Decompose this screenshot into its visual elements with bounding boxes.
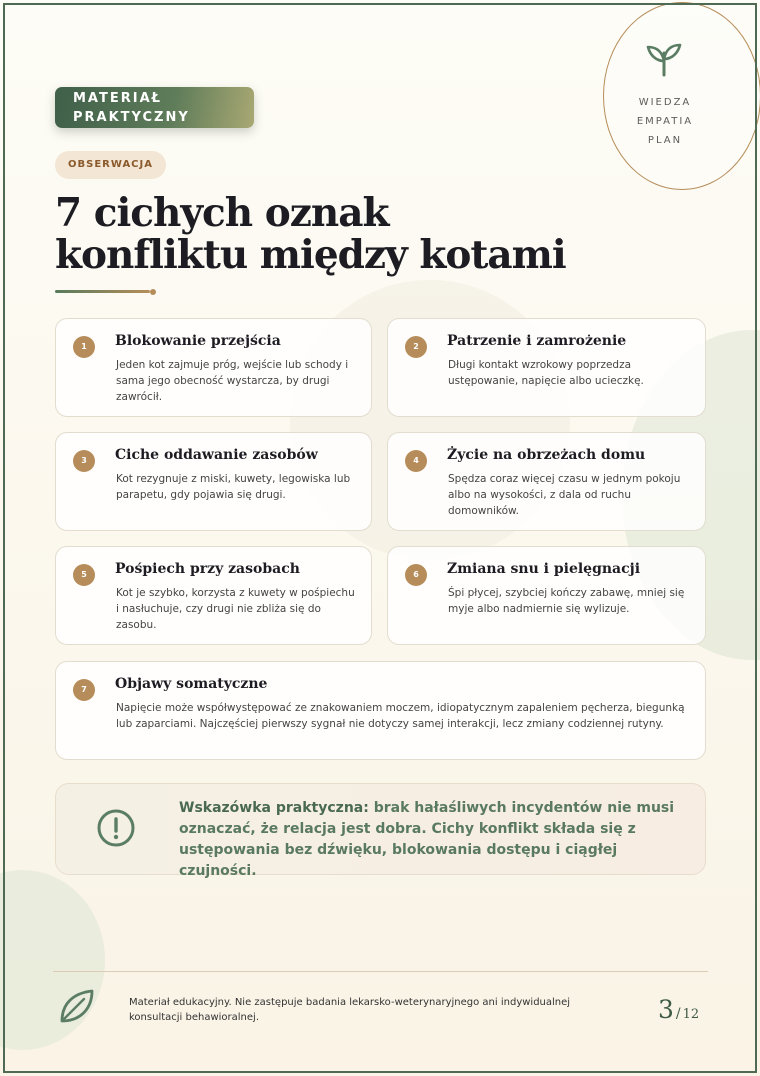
seal-line: PLAN [647, 135, 683, 146]
sign-card [55, 432, 372, 531]
sign-title: Ciche oddawanie zasobów [115, 447, 318, 463]
sign-title: Zmiana snu i pielęgnacji [447, 561, 641, 577]
material-tag: MATERIAŁ PRAKTYCZNY [55, 87, 254, 128]
sprout-icon [644, 39, 684, 79]
sign-description: Śpi płycej, szybciej kończy zabawę, mniej się myje albo nadmiernie się wylizuje. [448, 587, 685, 615]
sign-title: Patrzenie i zamrożenie [447, 333, 627, 349]
sign-card [55, 318, 372, 417]
sign-card [55, 661, 706, 760]
practical-tip-box [55, 783, 706, 879]
title-line: konfliktu między kotami [55, 232, 566, 278]
sign-number-badge: 7 [73, 679, 95, 701]
page-separator: / [675, 1006, 681, 1022]
page-total: 12 [682, 1007, 700, 1022]
sign-title: Blokowanie przejścia [115, 333, 281, 349]
seal-line: EMPATIA [636, 116, 694, 127]
footer-divider [53, 971, 708, 972]
sign-description: Kot rezygnuje z miski, kuwety, legowiska lub parapetu, gdy pojawia się drugi. [116, 473, 351, 501]
sign-number-badge: 6 [405, 564, 427, 586]
sign-description: Kot je szybko, korzysta z kuwety w pośpiechu i nasłuchuje, czy drugi nie zbliża się do zasobu. [116, 587, 355, 631]
page-current: 3 [658, 995, 674, 1024]
category-badge: OBSERWACJA [55, 151, 166, 179]
sign-title: Życie na obrzeżach domu [447, 447, 646, 463]
sign-title: Objawy somatyczne [115, 676, 268, 692]
brand-seal [603, 2, 760, 190]
title-underline-dot [150, 289, 156, 295]
tip-body: brak hałaśliwych incydentów nie musi oznaczać, że relacja jest dobra. Cichy konflikt składa się z ustępowania bez dźwięku, blokowania dostępu i ciągłej czujności. [179, 800, 675, 879]
sign-description: Jeden kot zajmuje próg, wejście lub schody i sama jego obecność wystarcza, by drugi zawrócił. [116, 359, 349, 403]
sign-card [55, 546, 372, 645]
page-title [55, 192, 655, 276]
sign-number-badge: 2 [405, 336, 427, 358]
sign-title: Pośpiech przy zasobach [115, 561, 300, 577]
tip-text [179, 798, 679, 882]
sign-card [387, 318, 706, 417]
sign-number-badge: 5 [73, 564, 95, 586]
sign-number-badge: 4 [405, 450, 427, 472]
title-line: 7 cichych oznak [55, 190, 389, 236]
title-underline [55, 290, 150, 293]
sign-number-badge: 1 [73, 336, 95, 358]
sign-card [387, 546, 706, 645]
sign-description: Napięcie może współwystępować ze znakowaniem moczem, idiopatycznym zapaleniem pęcherza, biegunką lub zaparciami. Najczęściej pierwszy sygnał nie dotyczy samej interakcji, lecz zmiany codziennej rutyny. [116, 702, 685, 730]
page-number [658, 995, 699, 1024]
sign-number-badge: 3 [73, 450, 95, 472]
tip-label: Wskazówka praktyczna: [179, 800, 369, 816]
seal-line: WIEDZA [638, 97, 692, 108]
sign-description: Spędza coraz więcej czasu w jednym pokoju albo na wysokości, z dala od ruchu domowników. [448, 473, 681, 517]
footer-disclaimer: Materiał edukacyjny. Nie zastępuje badania lekarsko-weterynaryjnego ani indywidualnej konsultacji behawioralnej. [129, 997, 571, 1023]
sign-card [387, 432, 706, 531]
leaf-icon [58, 987, 96, 1025]
exclamation-circle-icon [96, 808, 136, 848]
sign-description: Długi kontakt wzrokowy poprzedza ustępowanie, napięcie albo ucieczkę. [448, 359, 644, 387]
